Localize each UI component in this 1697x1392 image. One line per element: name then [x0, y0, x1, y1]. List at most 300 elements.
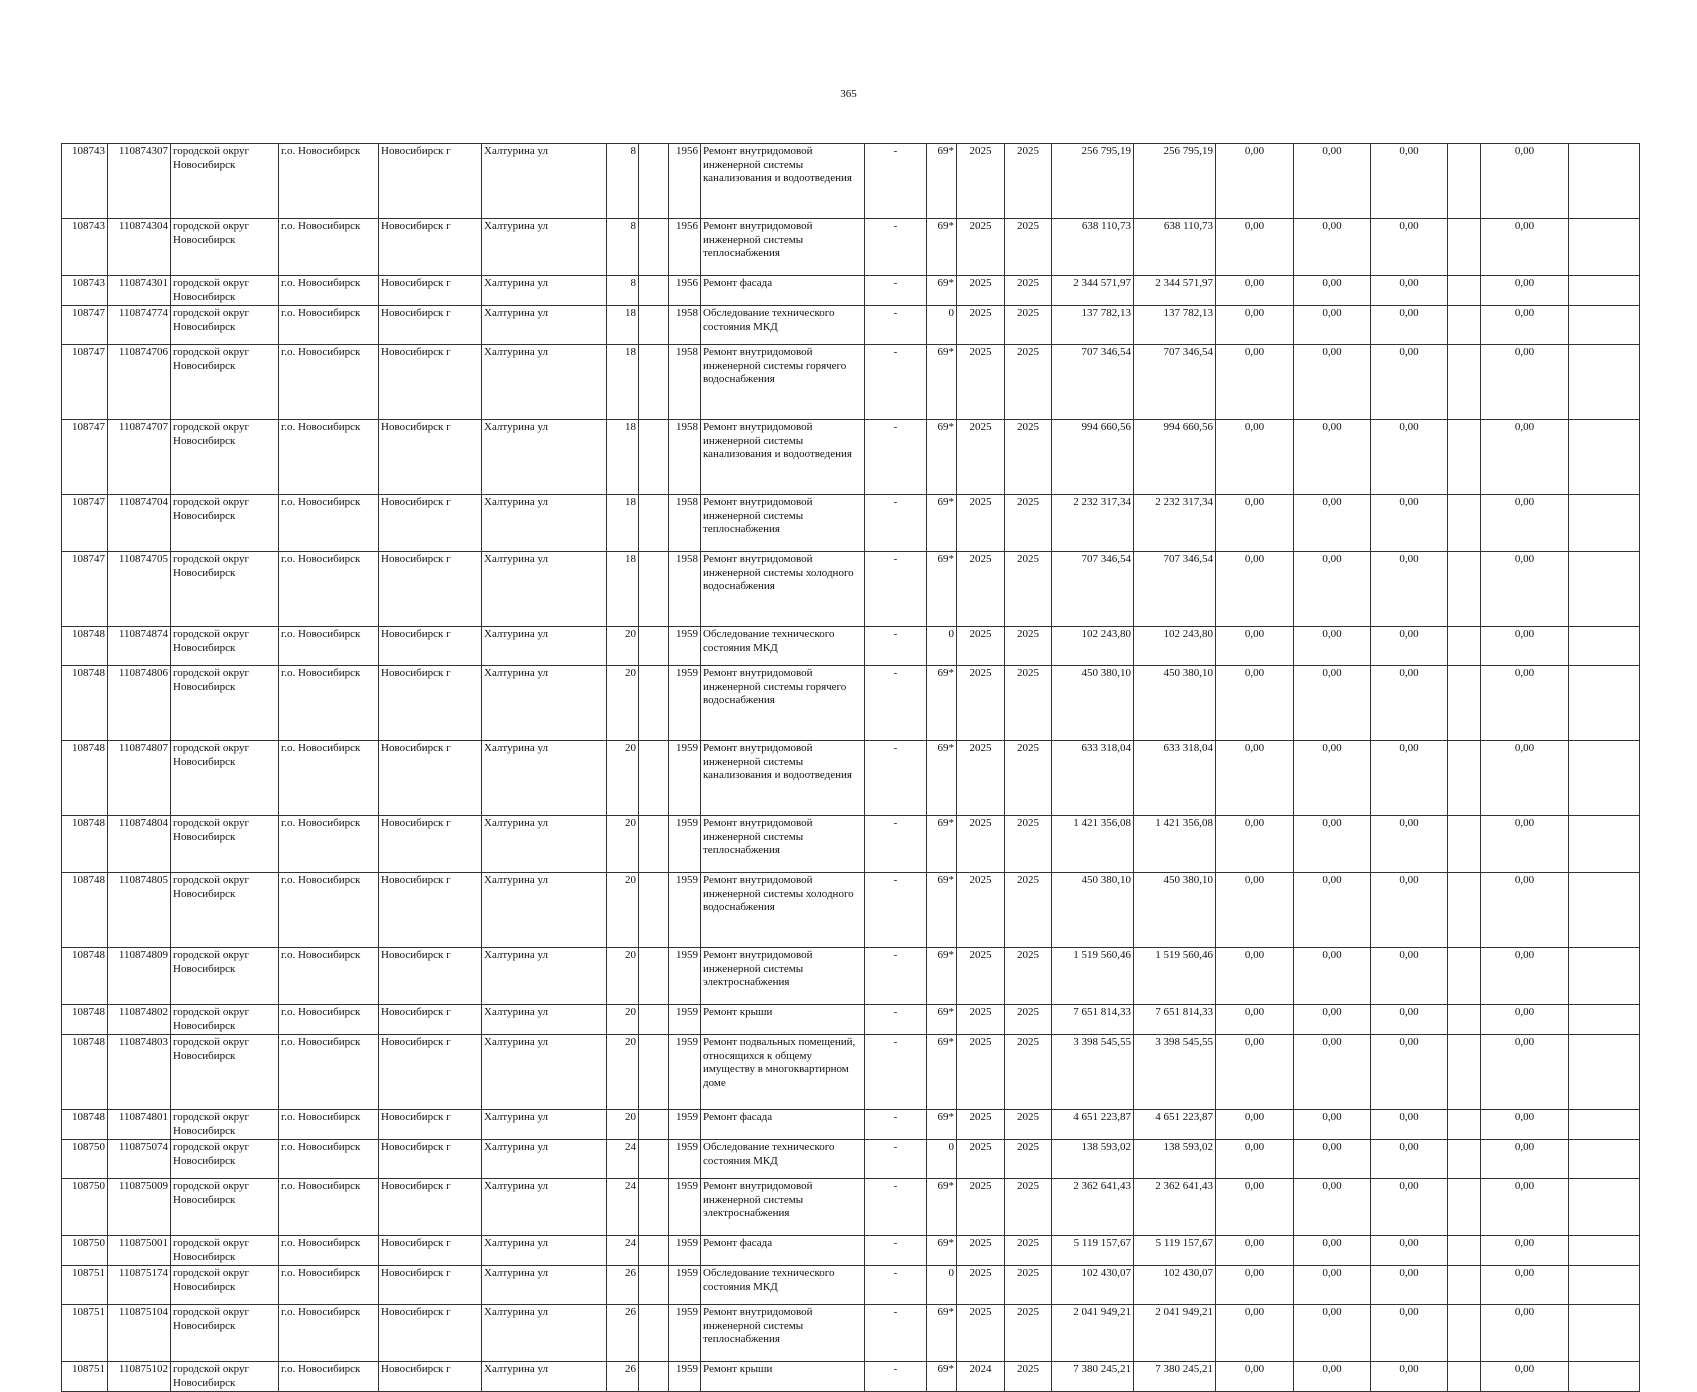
- cell-sum2: 450 380,10: [1134, 666, 1216, 741]
- cell-code: 110875102: [108, 1362, 171, 1392]
- cell-id: 108748: [62, 627, 108, 666]
- cell-street: Халтурина ул: [482, 873, 607, 948]
- cell-a: 0,00: [1216, 144, 1294, 219]
- cell-go: г.о. Новосибирск: [279, 948, 379, 1005]
- cell-d: [1448, 666, 1481, 741]
- cell-street: Халтурина ул: [482, 1305, 607, 1362]
- cell-year: 1959: [669, 1305, 701, 1362]
- cell-go: г.о. Новосибирск: [279, 1362, 379, 1392]
- cell-sum: 1 519 560,46: [1052, 948, 1134, 1005]
- cell-e: 0,00: [1481, 276, 1569, 306]
- cell-e: 0,00: [1481, 816, 1569, 873]
- cell-dash: -: [865, 666, 927, 741]
- cell-a: 0,00: [1216, 345, 1294, 420]
- cell-a: 0,00: [1216, 1362, 1294, 1392]
- cell-e: 0,00: [1481, 1140, 1569, 1179]
- cell-dash: -: [865, 345, 927, 420]
- cell-id: 108751: [62, 1305, 108, 1362]
- cell-f: [1569, 276, 1640, 306]
- cell-lit: [639, 1110, 669, 1140]
- cell-year: 1959: [669, 1035, 701, 1110]
- cell-go: г.о. Новосибирск: [279, 495, 379, 552]
- cell-work: Обследование технического состояния МКД: [701, 627, 865, 666]
- cell-a: 0,00: [1216, 1110, 1294, 1140]
- cell-city: Новосибирск г: [379, 1140, 482, 1179]
- cell-y2: 2025: [1005, 741, 1052, 816]
- cell-y1: 2025: [957, 219, 1005, 276]
- cell-lit: [639, 345, 669, 420]
- cell-dash: -: [865, 948, 927, 1005]
- cell-b: 0,00: [1294, 495, 1371, 552]
- cell-c: 0,00: [1371, 948, 1448, 1005]
- cell-b: 0,00: [1294, 1179, 1371, 1236]
- cell-y1: 2025: [957, 1305, 1005, 1362]
- cell-id: 108750: [62, 1236, 108, 1266]
- cell-sum2: 5 119 157,67: [1134, 1236, 1216, 1266]
- cell-dash: -: [865, 552, 927, 627]
- cell-house: 20: [607, 627, 639, 666]
- cell-sum: 450 380,10: [1052, 666, 1134, 741]
- cell-okrug: городской округ Новосибирск: [171, 666, 279, 741]
- cell-dash: -: [865, 1266, 927, 1305]
- cell-code: 110874801: [108, 1110, 171, 1140]
- cell-dash: -: [865, 420, 927, 495]
- cell-year: 1959: [669, 1236, 701, 1266]
- cell-lit: [639, 1140, 669, 1179]
- cell-sum: 707 346,54: [1052, 552, 1134, 627]
- cell-year: 1959: [669, 1266, 701, 1305]
- cell-y1: 2025: [957, 552, 1005, 627]
- cell-sum: 256 795,19: [1052, 144, 1134, 219]
- cell-year: 1959: [669, 666, 701, 741]
- cell-d: [1448, 1179, 1481, 1236]
- cell-b: 0,00: [1294, 627, 1371, 666]
- cell-b: 0,00: [1294, 1035, 1371, 1110]
- cell-code: 110874809: [108, 948, 171, 1005]
- cell-code: 110874307: [108, 144, 171, 219]
- cell-e: 0,00: [1481, 1362, 1569, 1392]
- cell-okrug: городской округ Новосибирск: [171, 948, 279, 1005]
- cell-pct: 69*: [927, 1179, 957, 1236]
- cell-sum: 102 243,80: [1052, 627, 1134, 666]
- cell-year: 1959: [669, 1005, 701, 1035]
- cell-work: Ремонт подвальных помещений, относящихся к общему имуществу в многоквартирном доме: [701, 1035, 865, 1110]
- cell-city: Новосибирск г: [379, 1236, 482, 1266]
- cell-work: Ремонт внутридомовой инженерной системы канализования и водоотведения: [701, 741, 865, 816]
- cell-house: 24: [607, 1140, 639, 1179]
- cell-sum: 2 362 641,43: [1052, 1179, 1134, 1236]
- cell-e: 0,00: [1481, 1179, 1569, 1236]
- cell-b: 0,00: [1294, 1305, 1371, 1362]
- cell-work: Ремонт внутридомовой инженерной системы канализования и водоотведения: [701, 144, 865, 219]
- cell-sum: 102 430,07: [1052, 1266, 1134, 1305]
- cell-c: 0,00: [1371, 1179, 1448, 1236]
- cell-b: 0,00: [1294, 666, 1371, 741]
- cell-pct: 69*: [927, 666, 957, 741]
- table-row: [62, 276, 1640, 306]
- cell-lit: [639, 1266, 669, 1305]
- cell-street: Халтурина ул: [482, 666, 607, 741]
- cell-city: Новосибирск г: [379, 741, 482, 816]
- cell-year: 1959: [669, 1362, 701, 1392]
- cell-sum: 4 651 223,87: [1052, 1110, 1134, 1140]
- cell-e: 0,00: [1481, 420, 1569, 495]
- table-row: [62, 552, 1640, 627]
- cell-b: 0,00: [1294, 144, 1371, 219]
- cell-y2: 2025: [1005, 666, 1052, 741]
- cell-year: 1959: [669, 816, 701, 873]
- cell-pct: 69*: [927, 1005, 957, 1035]
- cell-c: 0,00: [1371, 1140, 1448, 1179]
- cell-y1: 2025: [957, 1110, 1005, 1140]
- cell-house: 20: [607, 1035, 639, 1110]
- cell-go: г.о. Новосибирск: [279, 1110, 379, 1140]
- cell-okrug: городской округ Новосибирск: [171, 1179, 279, 1236]
- cell-sum: 450 380,10: [1052, 873, 1134, 948]
- cell-okrug: городской округ Новосибирск: [171, 306, 279, 345]
- cell-f: [1569, 627, 1640, 666]
- cell-c: 0,00: [1371, 666, 1448, 741]
- cell-code: 110875104: [108, 1305, 171, 1362]
- cell-f: [1569, 306, 1640, 345]
- cell-sum2: 4 651 223,87: [1134, 1110, 1216, 1140]
- cell-sum2: 638 110,73: [1134, 219, 1216, 276]
- cell-a: 0,00: [1216, 627, 1294, 666]
- cell-e: 0,00: [1481, 219, 1569, 276]
- cell-lit: [639, 666, 669, 741]
- cell-dash: -: [865, 873, 927, 948]
- cell-c: 0,00: [1371, 1035, 1448, 1110]
- cell-street: Халтурина ул: [482, 741, 607, 816]
- cell-d: [1448, 1236, 1481, 1266]
- cell-a: 0,00: [1216, 1266, 1294, 1305]
- cell-go: г.о. Новосибирск: [279, 1005, 379, 1035]
- cell-e: 0,00: [1481, 627, 1569, 666]
- cell-city: Новосибирск г: [379, 276, 482, 306]
- cell-c: 0,00: [1371, 345, 1448, 420]
- table-row: [62, 1005, 1640, 1035]
- cell-a: 0,00: [1216, 495, 1294, 552]
- cell-id: 108743: [62, 219, 108, 276]
- cell-street: Халтурина ул: [482, 1179, 607, 1236]
- cell-city: Новосибирск г: [379, 1179, 482, 1236]
- cell-f: [1569, 1362, 1640, 1392]
- cell-f: [1569, 666, 1640, 741]
- cell-pct: 69*: [927, 1236, 957, 1266]
- cell-sum2: 102 430,07: [1134, 1266, 1216, 1305]
- cell-year: 1956: [669, 276, 701, 306]
- cell-f: [1569, 219, 1640, 276]
- cell-a: 0,00: [1216, 816, 1294, 873]
- cell-okrug: городской округ Новосибирск: [171, 345, 279, 420]
- cell-a: 0,00: [1216, 276, 1294, 306]
- cell-year: 1959: [669, 1110, 701, 1140]
- cell-pct: 69*: [927, 345, 957, 420]
- cell-sum: 2 344 571,97: [1052, 276, 1134, 306]
- cell-go: г.о. Новосибирск: [279, 306, 379, 345]
- cell-pct: 69*: [927, 144, 957, 219]
- cell-sum: 2 041 949,21: [1052, 1305, 1134, 1362]
- cell-a: 0,00: [1216, 948, 1294, 1005]
- cell-b: 0,00: [1294, 306, 1371, 345]
- cell-y2: 2025: [1005, 1266, 1052, 1305]
- cell-d: [1448, 1110, 1481, 1140]
- cell-city: Новосибирск г: [379, 144, 482, 219]
- cell-f: [1569, 1305, 1640, 1362]
- cell-id: 108751: [62, 1266, 108, 1305]
- cell-id: 108747: [62, 552, 108, 627]
- cell-house: 8: [607, 276, 639, 306]
- cell-work: Ремонт внутридомовой инженерной системы электроснабжения: [701, 948, 865, 1005]
- cell-b: 0,00: [1294, 1362, 1371, 1392]
- cell-y1: 2025: [957, 345, 1005, 420]
- table-row: [62, 345, 1640, 420]
- cell-year: 1956: [669, 219, 701, 276]
- cell-f: [1569, 816, 1640, 873]
- cell-y2: 2025: [1005, 627, 1052, 666]
- cell-id: 108747: [62, 345, 108, 420]
- cell-lit: [639, 1035, 669, 1110]
- cell-b: 0,00: [1294, 1236, 1371, 1266]
- cell-id: 108747: [62, 306, 108, 345]
- cell-year: 1959: [669, 948, 701, 1005]
- cell-street: Халтурина ул: [482, 219, 607, 276]
- cell-okrug: городской округ Новосибирск: [171, 219, 279, 276]
- cell-y2: 2025: [1005, 276, 1052, 306]
- table-row: [62, 948, 1640, 1005]
- cell-year: 1959: [669, 873, 701, 948]
- cell-f: [1569, 1236, 1640, 1266]
- cell-lit: [639, 1305, 669, 1362]
- cell-go: г.о. Новосибирск: [279, 420, 379, 495]
- cell-c: 0,00: [1371, 1005, 1448, 1035]
- cell-okrug: городской округ Новосибирск: [171, 873, 279, 948]
- cell-year: 1958: [669, 495, 701, 552]
- cell-d: [1448, 948, 1481, 1005]
- cell-go: г.о. Новосибирск: [279, 276, 379, 306]
- cell-pct: 69*: [927, 219, 957, 276]
- cell-id: 108750: [62, 1179, 108, 1236]
- cell-pct: 69*: [927, 948, 957, 1005]
- cell-a: 0,00: [1216, 219, 1294, 276]
- cell-dash: -: [865, 741, 927, 816]
- cell-y1: 2025: [957, 948, 1005, 1005]
- cell-d: [1448, 1266, 1481, 1305]
- cell-house: 24: [607, 1236, 639, 1266]
- cell-pct: 69*: [927, 276, 957, 306]
- cell-sum: 137 782,13: [1052, 306, 1134, 345]
- cell-y2: 2025: [1005, 1362, 1052, 1392]
- cell-street: Халтурина ул: [482, 420, 607, 495]
- cell-e: 0,00: [1481, 306, 1569, 345]
- cell-id: 108748: [62, 948, 108, 1005]
- cell-c: 0,00: [1371, 816, 1448, 873]
- cell-d: [1448, 1140, 1481, 1179]
- cell-okrug: городской округ Новосибирск: [171, 552, 279, 627]
- table-row: [62, 1140, 1640, 1179]
- cell-id: 108748: [62, 666, 108, 741]
- cell-street: Халтурина ул: [482, 1110, 607, 1140]
- cell-code: 110874705: [108, 552, 171, 627]
- cell-lit: [639, 552, 669, 627]
- table-row: [62, 666, 1640, 741]
- cell-go: г.о. Новосибирск: [279, 552, 379, 627]
- cell-okrug: городской округ Новосибирск: [171, 1110, 279, 1140]
- cell-pct: 69*: [927, 552, 957, 627]
- cell-d: [1448, 1305, 1481, 1362]
- cell-house: 20: [607, 1110, 639, 1140]
- cell-okrug: городской округ Новосибирск: [171, 276, 279, 306]
- cell-pct: 69*: [927, 1362, 957, 1392]
- cell-sum2: 1 421 356,08: [1134, 816, 1216, 873]
- cell-y2: 2025: [1005, 1179, 1052, 1236]
- table-row: [62, 627, 1640, 666]
- cell-a: 0,00: [1216, 420, 1294, 495]
- cell-street: Халтурина ул: [482, 1266, 607, 1305]
- cell-street: Халтурина ул: [482, 495, 607, 552]
- cell-dash: -: [865, 219, 927, 276]
- cell-dash: -: [865, 1005, 927, 1035]
- cell-sum: 633 318,04: [1052, 741, 1134, 816]
- cell-c: 0,00: [1371, 1110, 1448, 1140]
- cell-city: Новосибирск г: [379, 1005, 482, 1035]
- cell-y1: 2025: [957, 144, 1005, 219]
- cell-pct: 0: [927, 1266, 957, 1305]
- cell-a: 0,00: [1216, 552, 1294, 627]
- cell-b: 0,00: [1294, 552, 1371, 627]
- cell-code: 110874301: [108, 276, 171, 306]
- cell-lit: [639, 1179, 669, 1236]
- cell-go: г.о. Новосибирск: [279, 1179, 379, 1236]
- cell-year: 1958: [669, 345, 701, 420]
- cell-sum2: 138 593,02: [1134, 1140, 1216, 1179]
- cell-a: 0,00: [1216, 666, 1294, 741]
- cell-sum2: 3 398 545,55: [1134, 1035, 1216, 1110]
- cell-c: 0,00: [1371, 306, 1448, 345]
- cell-code: 110874774: [108, 306, 171, 345]
- cell-street: Халтурина ул: [482, 1362, 607, 1392]
- cell-y1: 2025: [957, 816, 1005, 873]
- cell-okrug: городской округ Новосибирск: [171, 420, 279, 495]
- cell-dash: -: [865, 306, 927, 345]
- cell-d: [1448, 816, 1481, 873]
- cell-city: Новосибирск г: [379, 873, 482, 948]
- cell-sum: 1 421 356,08: [1052, 816, 1134, 873]
- cell-work: Ремонт крыши: [701, 1005, 865, 1035]
- cell-d: [1448, 219, 1481, 276]
- cell-go: г.о. Новосибирск: [279, 1266, 379, 1305]
- cell-a: 0,00: [1216, 873, 1294, 948]
- cell-a: 0,00: [1216, 1005, 1294, 1035]
- cell-house: 18: [607, 345, 639, 420]
- cell-d: [1448, 873, 1481, 948]
- cell-e: 0,00: [1481, 948, 1569, 1005]
- cell-b: 0,00: [1294, 420, 1371, 495]
- cell-e: 0,00: [1481, 1110, 1569, 1140]
- cell-y2: 2025: [1005, 1110, 1052, 1140]
- cell-y1: 2025: [957, 1140, 1005, 1179]
- cell-y1: 2025: [957, 306, 1005, 345]
- cell-sum2: 2 232 317,34: [1134, 495, 1216, 552]
- cell-year: 1959: [669, 627, 701, 666]
- cell-sum2: 633 318,04: [1134, 741, 1216, 816]
- cell-sum2: 707 346,54: [1134, 552, 1216, 627]
- cell-house: 20: [607, 948, 639, 1005]
- cell-okrug: городской округ Новосибирск: [171, 144, 279, 219]
- cell-f: [1569, 345, 1640, 420]
- cell-house: 26: [607, 1305, 639, 1362]
- cell-go: г.о. Новосибирск: [279, 741, 379, 816]
- cell-street: Халтурина ул: [482, 1236, 607, 1266]
- cell-c: 0,00: [1371, 1305, 1448, 1362]
- cell-lit: [639, 627, 669, 666]
- cell-y1: 2025: [957, 666, 1005, 741]
- cell-d: [1448, 144, 1481, 219]
- cell-sum2: 1 519 560,46: [1134, 948, 1216, 1005]
- cell-y2: 2025: [1005, 306, 1052, 345]
- table-row: [62, 420, 1640, 495]
- cell-work: Обследование технического состояния МКД: [701, 1140, 865, 1179]
- cell-house: 20: [607, 873, 639, 948]
- cell-sum: 994 660,56: [1052, 420, 1134, 495]
- cell-y2: 2025: [1005, 1005, 1052, 1035]
- table-row: [62, 816, 1640, 873]
- cell-y2: 2025: [1005, 495, 1052, 552]
- cell-c: 0,00: [1371, 627, 1448, 666]
- cell-id: 108748: [62, 741, 108, 816]
- cell-e: 0,00: [1481, 1305, 1569, 1362]
- cell-city: Новосибирск г: [379, 1035, 482, 1110]
- table-row: [62, 219, 1640, 276]
- cell-f: [1569, 873, 1640, 948]
- cell-y1: 2025: [957, 276, 1005, 306]
- cell-b: 0,00: [1294, 1140, 1371, 1179]
- cell-dash: -: [865, 276, 927, 306]
- cell-sum2: 7 651 814,33: [1134, 1005, 1216, 1035]
- cell-d: [1448, 1035, 1481, 1110]
- cell-lit: [639, 1362, 669, 1392]
- cell-a: 0,00: [1216, 1305, 1294, 1362]
- cell-city: Новосибирск г: [379, 816, 482, 873]
- cell-okrug: городской округ Новосибирск: [171, 495, 279, 552]
- cell-go: г.о. Новосибирск: [279, 627, 379, 666]
- cell-y1: 2025: [957, 495, 1005, 552]
- cell-c: 0,00: [1371, 219, 1448, 276]
- cell-f: [1569, 948, 1640, 1005]
- cell-street: Халтурина ул: [482, 948, 607, 1005]
- cell-d: [1448, 276, 1481, 306]
- cell-id: 108748: [62, 1005, 108, 1035]
- cell-a: 0,00: [1216, 1035, 1294, 1110]
- cell-work: Ремонт внутридомовой инженерной системы теплоснабжения: [701, 816, 865, 873]
- cell-city: Новосибирск г: [379, 1110, 482, 1140]
- cell-a: 0,00: [1216, 1140, 1294, 1179]
- cell-e: 0,00: [1481, 1266, 1569, 1305]
- cell-lit: [639, 1005, 669, 1035]
- cell-street: Халтурина ул: [482, 1005, 607, 1035]
- cell-sum2: 994 660,56: [1134, 420, 1216, 495]
- table-row: [62, 1266, 1640, 1305]
- cell-street: Халтурина ул: [482, 552, 607, 627]
- cell-dash: -: [865, 1305, 927, 1362]
- cell-go: г.о. Новосибирск: [279, 1236, 379, 1266]
- cell-go: г.о. Новосибирск: [279, 1305, 379, 1362]
- cell-a: 0,00: [1216, 306, 1294, 345]
- cell-code: 110874704: [108, 495, 171, 552]
- cell-e: 0,00: [1481, 1035, 1569, 1110]
- cell-street: Халтурина ул: [482, 345, 607, 420]
- cell-sum: 7 651 814,33: [1052, 1005, 1134, 1035]
